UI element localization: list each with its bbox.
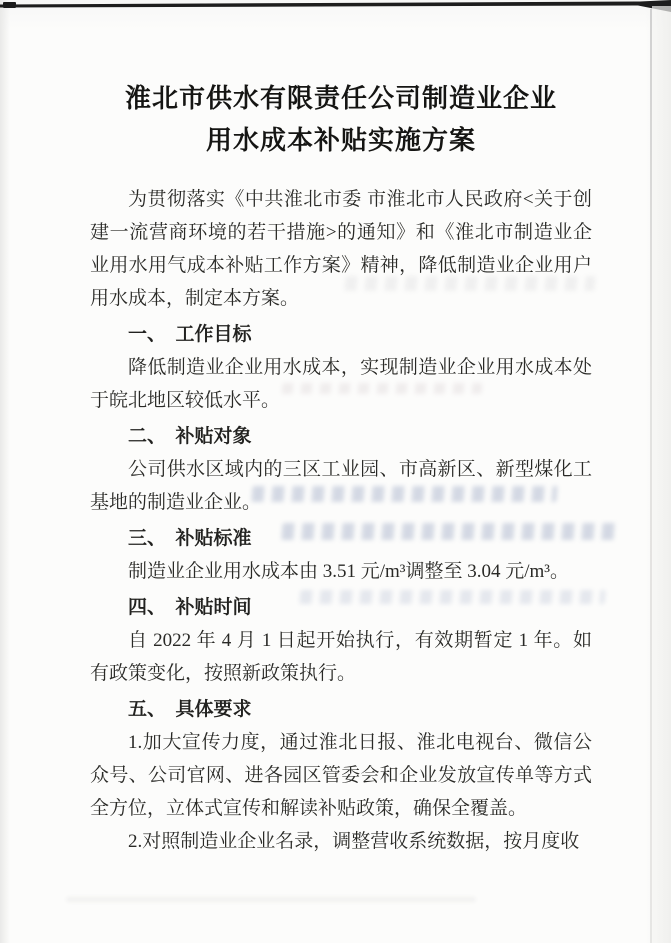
section-2-heading: 二、 补贴对象 — [128, 426, 252, 447]
scan-top-edge-line — [0, 0, 671, 16]
section-5-paragraph-2: 2.对照制造业企业名录，调整营收系统数据，按月度收 — [128, 831, 580, 852]
document-content — [90, 78, 592, 858]
document-title — [90, 78, 592, 162]
section-4-heading: 四、 补贴时间 — [128, 597, 252, 618]
scan-right-margin-strip — [652, 6, 671, 943]
section-3-paragraph: 制造业企业用水成本由 3.51 元/m³调整至 3.04 元/m³。 — [128, 561, 570, 582]
section-5-paragraph-1: 1.加大宣传力度，通过淮北日报、淮北电视台、微信公众号、公司官网、进各园区管委会和企业发放宣传单等方式全方位，立体式宣传和解读补贴政策，确保全覆盖。 — [90, 732, 592, 819]
intro-paragraph: 为贯彻落实《中共淮北市委 市淮北市人民政府<关于创建一流营商环境的若干措施>的通知》和《淮北市制造业企业用水用气成本补贴工作方案》精神，降低制造业企业用户用水成本，制定本方案。 — [90, 189, 592, 309]
scan-bottom-smudge — [66, 897, 476, 902]
section-3-heading: 三、 补贴标准 — [128, 528, 252, 549]
section-1-heading: 一、 工作目标 — [128, 324, 252, 345]
section-2-paragraph: 公司供水区域内的三区工业园、市高新区、新型煤化工基地的制造业企业。 — [90, 459, 592, 513]
document-title-line-1: 淮北市供水有限责任公司制造业企业 — [124, 84, 557, 113]
scan-page-fold-line — [650, 9, 652, 943]
section-4-paragraph: 自 2022 年 4 月 1 日起开始执行，有效期暂定 1 年。如有政策变化，按照新政策执行。 — [90, 630, 592, 684]
document-title-line-2: 用水成本补贴实施方案 — [205, 126, 476, 155]
scan-corner-chip — [3, 2, 16, 8]
section-1-paragraph: 降低制造业企业用水成本，实现制造业企业用水成本处于皖北地区较低水平。 — [90, 357, 592, 411]
section-5-heading: 五、 具体要求 — [128, 699, 252, 720]
